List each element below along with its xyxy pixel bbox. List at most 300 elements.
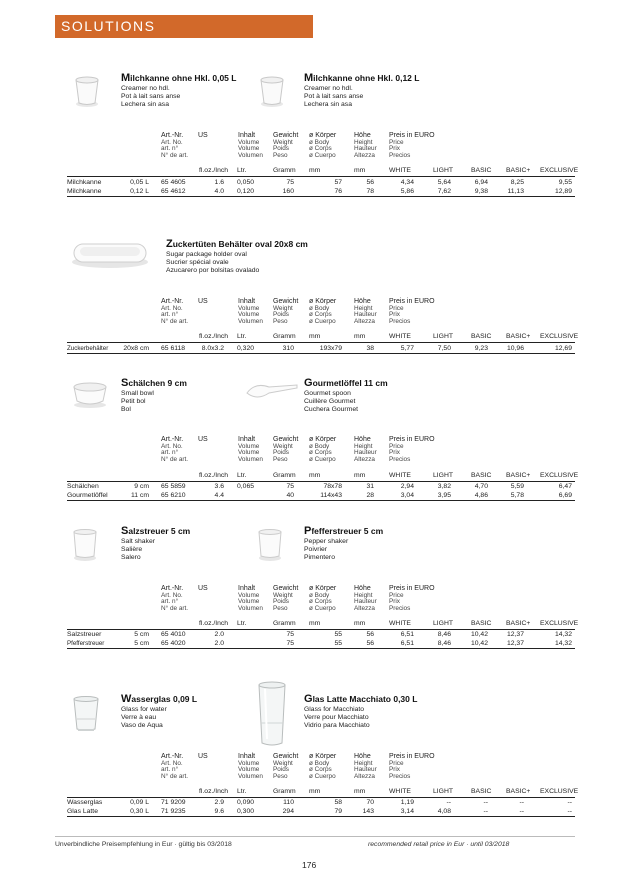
- column-header-line: Volumen: [238, 604, 263, 612]
- column-header-line: Altezza: [354, 317, 375, 325]
- column-header-line: Poids: [273, 449, 289, 457]
- cell-white: 6,51: [400, 631, 414, 638]
- column-header-koerper: [309, 299, 336, 325]
- product-title: [304, 525, 383, 537]
- column-header-line: Weight: [273, 591, 293, 599]
- column-header-line: Altezza: [354, 772, 375, 780]
- cell-gewicht: 294: [282, 808, 294, 815]
- column-header-line: Preis in EURO: [389, 436, 435, 443]
- product-description: [121, 390, 154, 414]
- cell-hoehe: 143: [362, 808, 374, 815]
- cell-gewicht: 110: [283, 799, 294, 806]
- product-description-line: Azucarero por bolsitas ovalado: [166, 267, 260, 274]
- product-title: [121, 72, 236, 84]
- price-table: [67, 753, 579, 818]
- cell-white: 2,94: [400, 483, 414, 490]
- column-header-line: Poids: [273, 145, 289, 153]
- product-description-line: Small bowl: [121, 390, 154, 397]
- product-description: [121, 538, 155, 562]
- product-description-line: Pepper shaker: [304, 538, 349, 545]
- column-header-line: Hauteur: [354, 598, 377, 606]
- unit-hoehe: mm: [354, 620, 366, 627]
- column-header-line: Volumen: [238, 151, 263, 159]
- column-header-line: ø Body: [309, 442, 330, 450]
- column-header-line: Höhe: [354, 753, 371, 760]
- table-row: [67, 482, 575, 491]
- column-header-line: US: [198, 436, 208, 443]
- column-header-line: Gewicht: [273, 585, 299, 592]
- unit-inhalt: Ltr.: [237, 167, 247, 174]
- unit-us: fl.oz./Inch: [199, 167, 229, 174]
- product-title-rest: ilchkanne ohne Hkl. 0,05 L: [130, 73, 237, 83]
- column-header-line: Precios: [389, 317, 411, 325]
- table-row: [67, 798, 575, 807]
- column-header-line: ø Körper: [309, 753, 337, 760]
- column-header-line: Art. No.: [161, 591, 183, 599]
- table-row: [67, 807, 575, 817]
- column-header-line: art. n°: [161, 145, 179, 153]
- column-header-line: Poids: [273, 598, 289, 606]
- column-header-line: Höhe: [354, 436, 371, 443]
- unit-light: LIGHT: [433, 472, 454, 479]
- column-header-line: Inhalt: [238, 132, 256, 139]
- product-title: [304, 72, 419, 84]
- cell-basicplus: 8,25: [510, 179, 524, 186]
- column-header-line: art. n°: [161, 766, 179, 774]
- column-header-line: Prix: [389, 311, 401, 319]
- section-title: SOLUTIONS: [55, 15, 313, 38]
- product-description: [304, 538, 348, 562]
- product-description-line: Lechera sin asa: [304, 101, 352, 108]
- product-description-line: Creamer no hdl.: [304, 85, 353, 92]
- cell-basic: 6,94: [474, 179, 488, 186]
- cell-exclusive: 12,89: [554, 188, 572, 195]
- column-header-koerper: [309, 586, 336, 612]
- footer-note-en: recommended retail price in Eur · until 03/2018: [368, 841, 510, 848]
- cell-us: 9.6: [214, 808, 224, 815]
- unit-exclusive: EXCLUSIVE: [540, 472, 579, 479]
- column-header-inhalt: [238, 586, 263, 612]
- column-header-line: Weight: [273, 138, 293, 146]
- cell-name: Glas Latte: [67, 808, 98, 815]
- column-header-koerper: [309, 754, 336, 780]
- column-header-line: Peso: [273, 151, 288, 159]
- unit-inhalt: Ltr.: [237, 620, 247, 627]
- cell-light: 7,62: [437, 188, 451, 195]
- column-header-line: Volumen: [238, 317, 263, 325]
- cell-gewicht: 75: [286, 631, 294, 638]
- column-header-line: Preis in EURO: [389, 753, 435, 760]
- product-title: [166, 238, 308, 250]
- column-header-line: Gewicht: [273, 132, 299, 139]
- column-header-gewicht: [273, 437, 298, 463]
- column-header-line: Volume: [238, 304, 260, 312]
- column-header-us: [198, 754, 208, 761]
- cell-hoehe: 28: [366, 492, 374, 499]
- column-header-line: Prix: [389, 145, 401, 153]
- column-header-line: ø Cuerpo: [309, 604, 336, 612]
- column-header-hoehe: [354, 133, 377, 159]
- cell-basicplus: 5,78: [510, 492, 524, 499]
- cell-koerper: 114x43: [320, 492, 342, 499]
- column-header-line: ø Body: [309, 304, 330, 312]
- column-header-line: US: [198, 753, 208, 760]
- column-header-line: Weight: [273, 442, 293, 450]
- unit-inhalt: Ltr.: [237, 333, 247, 340]
- cell-size: 0,09 L: [130, 799, 149, 806]
- column-header-hoehe: [354, 299, 377, 325]
- product-description-line: Salière: [121, 546, 143, 553]
- column-header-preis: [389, 754, 435, 780]
- column-header-gewicht: [273, 586, 298, 612]
- column-header-line: ø Corps: [309, 145, 332, 153]
- column-header-line: US: [198, 132, 208, 139]
- column-header-line: Art.-Nr.: [161, 132, 184, 139]
- column-header-line: Prix: [389, 766, 401, 774]
- column-header-preis: [389, 437, 435, 463]
- column-header-line: Price: [389, 138, 404, 146]
- cell-light: 3,82: [437, 483, 451, 490]
- product-description-line: Lechera sin asa: [121, 101, 169, 108]
- column-header-line: Art. No.: [161, 304, 183, 312]
- cell-basic: 9,23: [474, 345, 488, 352]
- product-title-initial: S: [121, 525, 129, 537]
- unit-light: LIGHT: [433, 167, 454, 174]
- cell-koerper: 57: [334, 179, 342, 186]
- table-row: [67, 491, 575, 501]
- unit-hoehe: mm: [354, 167, 366, 174]
- column-header-line: Precios: [389, 151, 411, 159]
- cell-size: 5 cm: [134, 640, 149, 647]
- creamer-icon: [70, 74, 104, 115]
- column-header-preis: [389, 133, 435, 159]
- column-header-line: art. n°: [161, 598, 179, 606]
- column-header-line: Gewicht: [273, 298, 299, 305]
- column-header-line: Art. No.: [161, 442, 183, 450]
- cell-basic: 10,42: [470, 631, 488, 638]
- product-description: [166, 251, 259, 275]
- unit-white: WHITE: [389, 333, 411, 340]
- cell-name: Salzstreuer: [67, 631, 102, 638]
- column-header-line: Volume: [238, 591, 260, 599]
- column-header-gewicht: [273, 299, 298, 325]
- column-header-inhalt: [238, 133, 263, 159]
- cell-light: 3,95: [437, 492, 451, 499]
- column-header-line: ø Körper: [309, 132, 337, 139]
- cell-name: Milchkanne: [67, 188, 102, 195]
- cell-name: Milchkanne: [67, 179, 102, 186]
- product-description-line: Sugar package holder oval: [166, 251, 247, 258]
- column-header-line: Height: [354, 138, 373, 146]
- product-title: [121, 377, 187, 389]
- cell-basic: --: [483, 799, 488, 806]
- price-table: [67, 436, 579, 502]
- product-description-line: Pot à lait sans anse: [304, 93, 364, 100]
- column-header-line: Hauteur: [354, 449, 377, 457]
- cell-artnr: 65 6118: [161, 345, 186, 352]
- product-description-line: Salt shaker: [121, 538, 156, 545]
- column-header-line: Höhe: [354, 132, 371, 139]
- unit-hoehe: mm: [354, 333, 366, 340]
- column-header-hoehe: [354, 754, 377, 780]
- units-row: [67, 618, 579, 630]
- units-row: [67, 331, 579, 343]
- oval-holder-icon: [70, 238, 150, 275]
- unit-white: WHITE: [389, 167, 411, 174]
- unit-koerper: mm: [309, 620, 321, 627]
- product-title-initial: M: [304, 72, 314, 84]
- column-header-line: N° de art.: [161, 772, 189, 780]
- unit-gewicht: Gramm: [273, 333, 296, 340]
- cell-artnr: 65 4020: [161, 640, 186, 647]
- column-header-line: Altezza: [354, 455, 375, 463]
- product-description: [304, 390, 358, 414]
- pepper-shaker-icon: [255, 527, 285, 568]
- cell-us: 2.9: [214, 799, 224, 806]
- unit-basicplus: BASIC+: [506, 167, 531, 174]
- cell-gewicht: 310: [282, 345, 294, 352]
- column-header-inhalt: [238, 299, 263, 325]
- cell-inhalt: 0,300: [237, 808, 255, 815]
- product-description-line: Petit bol: [121, 398, 146, 405]
- product-description-line: Sucrier spécial ovale: [166, 259, 229, 266]
- unit-basic: BASIC: [471, 167, 492, 174]
- price-table: [67, 585, 579, 650]
- column-header-preis: [389, 299, 435, 325]
- product-title-rest: las Latte Macchiato 0,30 L: [312, 694, 418, 704]
- column-header-line: Inhalt: [238, 753, 256, 760]
- cell-white: 5,77: [400, 345, 414, 352]
- cell-us: 4.4: [214, 492, 224, 499]
- unit-light: LIGHT: [433, 333, 454, 340]
- column-header-line: Art. No.: [161, 138, 183, 146]
- page-number: 176: [302, 860, 317, 870]
- column-header-hoehe: [354, 437, 377, 463]
- cell-hoehe: 56: [366, 640, 374, 647]
- column-header-line: Volume: [238, 449, 260, 457]
- cell-white: 3,14: [400, 808, 414, 815]
- product-description-line: Glass for Macchiato: [304, 706, 365, 713]
- cell-hoehe: 70: [366, 799, 374, 806]
- product-description-line: Salero: [121, 554, 141, 561]
- column-header-preis: [389, 586, 435, 612]
- column-header-line: N° de art.: [161, 455, 189, 463]
- cell-artnr: 65 6210: [161, 492, 186, 499]
- column-header-us: [198, 437, 208, 444]
- column-header-line: Volumen: [238, 455, 263, 463]
- unit-exclusive: EXCLUSIVE: [540, 788, 579, 795]
- product-description-line: Gourmet spoon: [304, 390, 351, 397]
- bowl-icon: [70, 379, 110, 416]
- product-description-line: Pot à lait sans anse: [121, 93, 181, 100]
- column-header-line: Volume: [238, 138, 260, 146]
- product-title-rest: fefferstreuer 5 cm: [311, 526, 384, 536]
- cell-us: 1.6: [214, 179, 224, 186]
- unit-koerper: mm: [309, 788, 321, 795]
- unit-gewicht: Gramm: [273, 620, 296, 627]
- column-header-line: ø Cuerpo: [309, 317, 336, 325]
- units-row: [67, 786, 579, 798]
- cell-us: 8.0x3.2: [201, 345, 224, 352]
- cell-koerper: 55: [334, 640, 342, 647]
- column-header-line: ø Body: [309, 138, 330, 146]
- cell-name: Schälchen: [67, 483, 99, 490]
- column-header-line: ø Cuerpo: [309, 772, 336, 780]
- column-header-line: Altezza: [354, 151, 375, 159]
- column-header-line: Preis in EURO: [389, 585, 435, 592]
- unit-basic: BASIC: [471, 620, 492, 627]
- column-header-line: ø Körper: [309, 298, 337, 305]
- column-header-line: Height: [354, 591, 373, 599]
- product-description-line: Glass for water: [121, 706, 167, 713]
- cell-exclusive: 9,55: [558, 179, 572, 186]
- cell-inhalt: 0,090: [237, 799, 255, 806]
- column-header-line: Precios: [389, 455, 411, 463]
- cell-basic: 9,38: [474, 188, 488, 195]
- column-header-line: Volume: [238, 759, 260, 767]
- unit-exclusive: EXCLUSIVE: [540, 333, 579, 340]
- unit-basic: BASIC: [471, 333, 492, 340]
- cell-inhalt: 0,050: [237, 179, 255, 186]
- cell-koerper: 55: [334, 631, 342, 638]
- cell-koerper: 58: [334, 799, 342, 806]
- unit-us: fl.oz./Inch: [199, 788, 229, 795]
- column-header-line: Price: [389, 304, 404, 312]
- cell-exclusive: 14,32: [554, 640, 572, 647]
- cell-size: 0,12 L: [130, 188, 149, 195]
- unit-white: WHITE: [389, 788, 411, 795]
- salt-shaker-icon: [70, 527, 100, 568]
- cell-artnr: 65 4010: [161, 631, 186, 638]
- column-header-line: Höhe: [354, 585, 371, 592]
- product-description-line: Poivrier: [304, 546, 328, 553]
- column-header-line: Prix: [389, 449, 401, 457]
- column-header-line: Art. No.: [161, 759, 183, 767]
- column-header-artnr: [161, 437, 188, 463]
- column-header-line: Gewicht: [273, 753, 299, 760]
- product-description: [304, 706, 370, 730]
- column-header-line: US: [198, 298, 208, 305]
- cell-size: 11 cm: [130, 492, 149, 499]
- cell-gewicht: 75: [286, 483, 294, 490]
- column-header-line: ø Corps: [309, 311, 332, 319]
- column-header-artnr: [161, 133, 188, 159]
- column-header-line: Volume: [238, 442, 260, 450]
- cell-hoehe: 31: [366, 483, 374, 490]
- cell-exclusive: 6,69: [558, 492, 572, 499]
- cell-basicplus: 12,37: [506, 631, 524, 638]
- column-header-line: Price: [389, 442, 404, 450]
- product-title-rest: uckertüten Behälter oval 20x8 cm: [172, 239, 308, 249]
- product-title-initial: G: [304, 693, 313, 705]
- product-title-rest: ourmetlöffel 11 cm: [312, 378, 388, 388]
- column-header-line: Hauteur: [354, 145, 377, 153]
- unit-us: fl.oz./Inch: [199, 333, 229, 340]
- spoon-icon: [245, 379, 299, 408]
- cell-exclusive: --: [567, 799, 572, 806]
- price-table: [67, 132, 579, 198]
- unit-gewicht: Gramm: [273, 472, 296, 479]
- cell-koerper: 79: [334, 808, 342, 815]
- cell-size: 5 cm: [134, 631, 149, 638]
- cell-gewicht: 75: [286, 179, 294, 186]
- cell-light: 4,08: [437, 808, 451, 815]
- product-title-initial: W: [121, 693, 132, 705]
- column-header-line: Altezza: [354, 604, 375, 612]
- unit-us: fl.oz./Inch: [199, 620, 229, 627]
- product-description-line: Creamer no hdl.: [121, 85, 170, 92]
- column-header-line: Gewicht: [273, 436, 299, 443]
- column-header-line: Height: [354, 442, 373, 450]
- cell-koerper: 193x79: [319, 345, 342, 352]
- product-title-initial: G: [304, 377, 313, 389]
- column-header-line: Weight: [273, 304, 293, 312]
- cell-artnr: 65 4612: [161, 188, 186, 195]
- column-header-line: Height: [354, 759, 373, 767]
- cell-us: 2.0: [214, 640, 224, 647]
- product-title-initial: Z: [166, 238, 173, 250]
- column-header-us: [198, 586, 208, 593]
- column-header-line: Peso: [273, 772, 288, 780]
- column-header-line: Art.-Nr.: [161, 585, 184, 592]
- unit-koerper: mm: [309, 472, 321, 479]
- unit-basic: BASIC: [471, 472, 492, 479]
- column-header-us: [198, 299, 208, 306]
- cell-basic: 10,42: [470, 640, 488, 647]
- column-header-line: ø Corps: [309, 449, 332, 457]
- unit-koerper: mm: [309, 333, 321, 340]
- column-header-line: Price: [389, 591, 404, 599]
- unit-basicplus: BASIC+: [506, 472, 531, 479]
- cell-light: 7,50: [437, 345, 451, 352]
- cell-hoehe: 56: [366, 631, 374, 638]
- product-title-rest: chälchen 9 cm: [128, 378, 187, 388]
- column-header-gewicht: [273, 754, 298, 780]
- column-header-line: Precios: [389, 772, 411, 780]
- unit-white: WHITE: [389, 620, 411, 627]
- column-header-line: Volumen: [238, 772, 263, 780]
- cell-size: 9 cm: [134, 483, 149, 490]
- table-row: [67, 178, 575, 187]
- cell-us: 3.6: [214, 483, 224, 490]
- column-header-line: US: [198, 585, 208, 592]
- cell-gewicht: 75: [286, 640, 294, 647]
- latte-glass-icon: [255, 681, 289, 754]
- cell-basicplus: --: [519, 799, 524, 806]
- product-description: [304, 85, 363, 109]
- product-title: [304, 377, 388, 389]
- column-header-line: Art.-Nr.: [161, 436, 184, 443]
- cell-exclusive: --: [567, 808, 572, 815]
- column-header-line: N° de art.: [161, 151, 189, 159]
- cell-size: 0,30 L: [130, 808, 149, 815]
- unit-basicplus: BASIC+: [506, 333, 531, 340]
- column-header-line: Peso: [273, 604, 288, 612]
- cell-light: 8,46: [437, 640, 451, 647]
- column-header-artnr: [161, 586, 188, 612]
- unit-light: LIGHT: [433, 788, 454, 795]
- cell-white: 5,86: [400, 188, 414, 195]
- product-description-line: Vaso de Aqua: [121, 722, 163, 729]
- cell-white: 6,51: [400, 640, 414, 647]
- footer-note-de: Unverbindliche Preisempfehlung in Eur · gültig bis 03/2018: [55, 841, 232, 848]
- cell-hoehe: 38: [366, 345, 374, 352]
- column-header-us: [198, 133, 208, 140]
- column-header-line: ø Corps: [309, 766, 332, 774]
- cell-light: 8,46: [437, 631, 451, 638]
- cell-size: 20x8 cm: [123, 345, 149, 352]
- column-header-line: ø Body: [309, 759, 330, 767]
